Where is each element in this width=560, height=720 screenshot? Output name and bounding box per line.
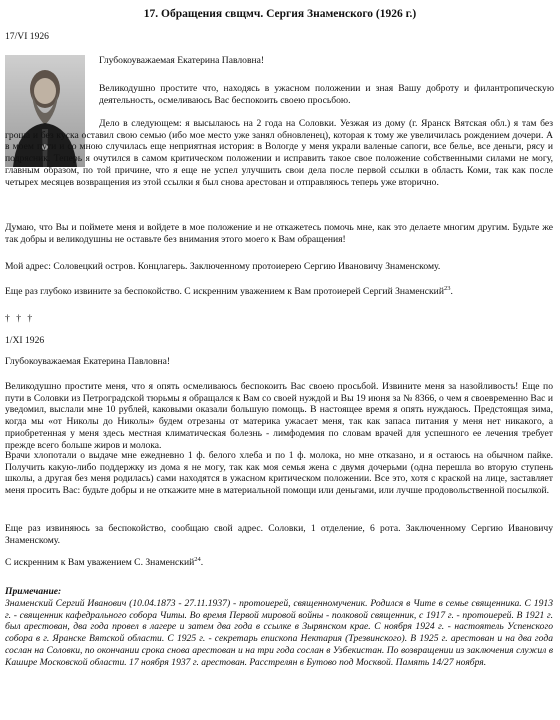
letter2-paragraph-1: Великодушно простите меня, что я опять осмеливаюсь беспокоить Вас своею просьбой. Извините меня за назойливость! Еще по пути в Соловки из Петроградской тюрьмы я обращался к Вам со своей нуждой и Вы 19 июня за № 8366, о чем я своевременно Вас и уведомил, выслали мне 10 рублей, каковыми оказали большую помощь. В настоящее время я опять нуждаюсь. Предстоящая зима, когда мы «от Николы до Николы» будем отрезаны от материка ужасает меня, так как запаса питания у меня нет никакого, а приобретенная у меня здесь местная климатическая болезнь - лимфодемия по словам врачей для успешного ее лечения требует прежде всего больше жиров и молока. — [5, 381, 553, 451]
letter2-greeting: Глубокоуважаемая Екатерина Павловна! — [5, 356, 171, 367]
document-title: 17. Обращения свщмч. Сергия Знаменского (1926 г.) — [143, 8, 417, 20]
letter1-paragraph-1: Великодушно простите что, находясь в ужасном положении и зная Вашу доброту и филантропическую деятельность, осмеливаюсь Вас беспокоить своею просьбою. — [99, 83, 554, 106]
letter2-paragraph-3: Еще раз извиняюсь за беспокойство, сообщаю свой адрес. Соловки, 1 отделение, 6 рота. Заключенному Сергию Ивановичу Знаменскому. — [5, 523, 553, 546]
footnote-ref-23[interactable]: 23 — [443, 284, 451, 292]
letter1-greeting: Глубокоуважаемая Екатерина Павловна! — [99, 55, 265, 66]
letter1-closing-text: Еще раз глубоко извините за беспокойство. С искренним уважением к Вам протоиерей Сергий Знаменский — [5, 286, 444, 297]
letter1-address: Мой адрес: Соловецкий остров. Концлагерь. Заключенному протоиерею Сергию Ивановичу Знаменскому. — [5, 261, 441, 272]
letter2-closing — [5, 557, 553, 569]
section-separator: † † † — [5, 313, 35, 324]
letter2-closing-period: . — [200, 557, 204, 568]
letter2-closing-text: С искренним к Вам уважением С. Знаменский — [5, 557, 195, 568]
letter1-date: 17/VI 1926 — [5, 31, 49, 42]
letter1-closing-period: . — [450, 286, 453, 297]
note-text: Знаменский Сергий Иванович (10.04.1873 - 27.11.1937) - протоиерей, священномученик. Родился в Чите в семье священника. С 1913 г. - священник кафедрального собора Читы. Во время Первой мировой войны - полковой священник, с 1917 г. - протоиерей. В 1921 г. был арестован, два года провел в лагере и затем два года в ссылке в Зырянском крае. С ноября 1924 г. - настоятель Успенского собора в г. Яранске Вятской области. С 1925 г. - секретарь епископа Нектария (Трезвинского). В 1925 г. арестован и на два года сослан на Соловки, по окончании срока снова арестован и на три года сослан в Узбекистан. По возвращении из заключения служил в Кашире Московской области. 17 ноября 1937 г. арестован. Расстрелян в Бутово под Москвой. Память 14/27 ноября. — [5, 598, 553, 668]
letter1-closing — [5, 286, 553, 298]
letter2-paragraph-2: Врачи хлопотали о выдаче мне ежедневно 1 ф. белого хлеба и по 1 ф. молока, но мне отказано, и я остаюсь на обычном пайке. Получить какую-либо поддержку из дома я не могу, так как моя семья жена с двумя дочерьми (одна перешла во вторую ступень школы, а другая без меня родилась) сами находятся в ужасном критическом положении. Все это, хотя с краской на лице, заставляет меня просить Вас: будьте добры и не откажите мне в материальной помощи или деньгами, или лучше продовольственной посылкой. — [5, 450, 553, 497]
letter1-paragraph-3: Думаю, что Вы и поймете меня и войдете в мое положение и не откажетесь помочь мне, как это делаете многим другим. Будьте же так добры и великодушны не оставьте без внимания этого моего к Вам обращения! — [5, 222, 553, 245]
note-heading: Примечание: — [5, 586, 62, 597]
letter2-date: 1/XI 1926 — [5, 335, 45, 346]
letter1-paragraph-2: Дело в следующем: я высылаюсь на 2 года на Соловки. Уезжая из дому (г. Яранск Вятская обл.) я там без гроша и без куска оставил свою семью (ибо мое место уже занял обновленец), которая к тому же увеличилась рождением дочери. А в моем пути и со мною случилась еще неприятная история: в Вологде у меня украли валеные сапоги, все белье, все деньги, рясу и подрясник. Теперь я очутился в самом критическом положении и исправить такое свое положение собственными силами не могу, главным образом, по той причине, что я еще не успел улучшить свои дела после первой ссылки в область Коми, так как после четырех месяцев возвращения из этой ссылки я был снова арестован и отправляюсь теперь уже вторично. — [5, 118, 553, 188]
footnote-ref-24[interactable]: 24 — [194, 555, 201, 563]
